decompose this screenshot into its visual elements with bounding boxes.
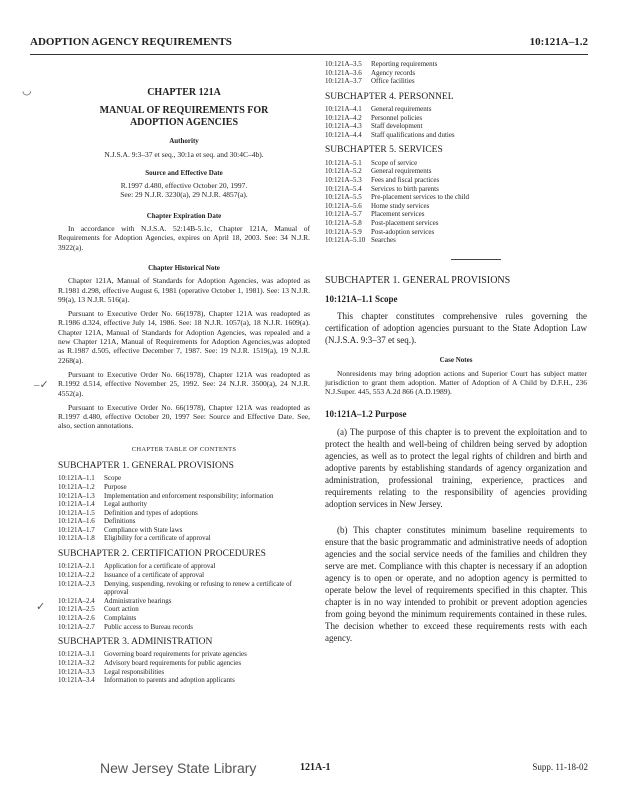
toc-entry-title: Personnel policies [371,113,423,122]
toc-entry-number: 10:121A–2.5 [58,605,95,614]
toc-entry [325,69,587,78]
toc-entry [325,228,587,237]
toc-entry-number: 10:121A–3.3 [58,667,95,676]
right-column [325,60,587,644]
toc-entry-title: General requirements [371,167,432,176]
chapter-title-line2: ADOPTION AGENCIES [129,117,239,129]
scope-paragraph: This chapter constitutes comprehensive rules governing the certification of adoption agencies pursuant to the State Adoption Law (N.J.S.A. 9:3–37 et seq.). [325,311,587,346]
case-notes-heading: Case Notes [439,356,473,365]
history-paragraph: Chapter 121A, Manual of Standards for Adoption Agencies, was adopted as R.1981 d.298, effective August 6, 1981 (operative October 1, 1981). See: 13 N.J.R. 99(a), 13 N.J.R. 516(a). [58,276,310,304]
toc-entry [58,562,310,571]
toc-entry [325,193,587,202]
toc-entry-number: 10:121A–4.1 [325,105,362,114]
toc-entry [325,210,587,219]
chapter-title-line1: MANUAL OF REQUIREMENTS FOR [99,105,269,117]
toc-entry-number: 10:121A–5.3 [325,175,362,184]
toc-entry [325,159,587,168]
toc-list-3 [58,650,310,684]
toc-entry-title: Placement services [371,210,425,219]
toc-entry-title: Administrative hearings [104,596,172,605]
toc-entry [58,659,310,668]
toc-entry-number: 10:121A–1.2 [58,482,95,491]
toc-entry [58,676,310,685]
toc-entry-number: 10:121A–3.1 [58,650,95,659]
toc-entry-title: Governing board requirements for private agencies [104,650,247,659]
toc-entry-number: 10:121A–3.2 [58,659,95,667]
section-divider [451,259,501,260]
toc-subchapter-5: SUBCHAPTER 5. SERVICES [325,145,443,156]
toc-entry [325,114,587,123]
section-heading-purpose: 10:121A–1.2 Purpose [325,409,407,420]
expiration-heading: Chapter Expiration Date [146,211,222,220]
toc-entry-number: 10:121A–1.8 [58,534,95,543]
toc-entry-title: Compliance with State laws [104,525,183,534]
toc-entry [325,236,587,245]
chapter-number: CHAPTER 121A [147,87,221,98]
toc-entry [58,492,310,501]
toc-list-4 [325,105,587,139]
toc-entry-title: Fees and fiscal practices [371,175,440,184]
toc-subchapter-2: SUBCHAPTER 2. CERTIFICATION PROCEDURES [58,549,266,560]
toc-entry-title: Services to birth parents [371,184,439,193]
chapter-title [58,105,310,129]
toc-entry-number: 10:121A–2.1 [58,562,95,571]
check-mark-icon: ✓ [36,601,46,613]
toc-entry [58,650,310,659]
authority-text: N.J.S.A. 9:3–37 et seq., 30:1a et seq. and 30:4C–4b). [104,149,264,159]
toc-entry [58,509,310,518]
toc-entry-number: 10:121A–1.3 [58,491,95,500]
toc-entry-title: Home study services [371,201,430,210]
toc-entry-title: Post-placement services [371,218,439,227]
toc-entry-number: 10:121A–3.5 [325,60,362,68]
toc-entry-number: 10:121A–5.4 [325,184,362,193]
history-paragraph: Pursuant to Executive Order No. 66(1978), Chapter 121A was readopted as R.1986 d.324, effective July 14, 1986. See: 18 N.J.R. 1057(a), 18 N.J.R. 1609(a). Chapter 121A, Manual of Standards for Adoption Agencies, was repealed and a new Chapter 121A, Manual of Requirements for Adoption Agencies,was adopted as R.1987 d.505, effective December 7, 1987. See: 19 N.J.R. 1519(a), 19 N.J.R. 2268(a). [58,309,310,365]
toc-entry-title: Implementation and enforcement responsibility; information [104,491,274,500]
toc-list-1 [58,474,310,543]
toc-entry-number: 10:121A–2.7 [58,622,95,631]
toc-entry-title: Reporting requirements [371,60,438,68]
toc-entry [325,77,587,86]
toc-list-2 [58,562,310,631]
toc-entry-title: Agency records [371,68,416,77]
history-heading: Chapter Historical Note [148,263,220,272]
toc-entry-title: Definition and types of adoptions [104,508,198,517]
toc-entry [325,60,587,69]
case-notes-text: Nonresidents may bring adoption actions and Superior Court has subject matter jurisdiction to grant them adoption. Matter of Adoption of A Child by D.F.H., 236 N.J.Super. 445, 553 A.2d 866 (A.D.1989). [325,368,587,397]
toc-entry-number: 10:121A–1.1 [58,474,95,483]
toc-entry-title: Definitions [104,517,136,526]
purpose-paragraph-a: (a) The purpose of this chapter is to prevent the exploitation and to protect the health and well-being of children being served by adoption agencies, as well as to protect the legal rights of children and birth and adoptive parents by establishing standards of agency organization and administration, professional training, experience, practices and requirements relating to the responsibility of agencies providing adoption services in New Jersey. [325,426,587,509]
toc-entry-number: 10:121A–5.10 [325,236,366,245]
toc-entry [58,605,310,614]
toc-entry-number: 10:121A–5.1 [325,158,362,167]
check-mark-icon: ◡ [22,85,32,97]
running-header [30,36,588,50]
toc-entry-number: 10:121A–5.6 [325,201,362,210]
toc-entry-number: 10:121A–5.5 [325,193,362,202]
toc-entry-number: 10:121A–3.4 [58,676,95,685]
toc-entry [58,614,310,623]
history-paragraph: Pursuant to Executive Order No. 66(1978), Chapter 121A was readopted as R.1992 d.514, effective November 25, 1992. See: 24 N.J.R. 3500(a), 24 N.J.R. 4552(a). [58,369,310,398]
toc-entry-number: 10:121A–1.4 [58,500,95,509]
toc-entry [325,176,587,185]
toc-entry-number: 10:121A–5.9 [325,227,362,236]
toc-entry-title: Pre-placement services to the child [371,193,469,202]
toc-entry-title: Staff qualifications and duties [371,130,455,139]
toc-entry-title: Scope of service [371,158,418,167]
toc-subchapter-1: SUBCHAPTER 1. GENERAL PROVISIONS [58,461,234,472]
left-column [58,60,310,685]
toc-entry-title: Issuance of a certificate of approval [104,570,205,579]
toc-entry-number: 10:121A–5.8 [325,218,362,227]
toc-entry [325,185,587,194]
toc-entry-title: Public access to Bureau records [104,622,194,631]
toc-entry [325,219,587,228]
toc-entry-title: Scope [104,474,122,483]
toc-entry [58,500,310,509]
toc-entry-title: General requirements [371,105,432,114]
toc-entry-title: Denying, suspending, revoking or refusing to renew a certificate of approval [104,579,292,597]
toc-entry-number: 10:121A–3.6 [325,68,362,77]
toc-entry-title: Office facilities [371,77,415,86]
toc-entry-title: Post-adoption services [371,227,435,236]
history-paragraph: Pursuant to Executive Order No. 66(1978), Chapter 121A was readopted as R.1997 d.480, effective October 20, 1997 See: Source and Effective Date. See, also, section annotations. [58,402,310,431]
toc-entry-number: 10:121A–1.6 [58,517,95,526]
toc-entry-title: Information to parents and adoption applicants [104,676,235,685]
toc-entry [58,483,310,492]
toc-entry [58,580,310,597]
toc-entry [325,105,587,114]
toc-entry-title: Searches [371,236,396,245]
purpose-paragraph-b: (b) This chapter constitutes minimum baseline requirements to ensure that the basic programmatic and administrative needs of adoption agencies and the social service needs of the families and children they serve are met. Compliance with this chapter is necessary if an adoption agency is to open or operate, and no adoption agency is permitted to operate below the level of requirements specified in this chapter. This chapter is in no way intended to prohibit or prevent adoption agencies from going beyond the minimum requirements contained in these rules. The decision whether to exceed these requirements rests with each agency. [325,524,587,643]
header-section-number: 10:121A–1.2 [529,36,588,48]
toc-entry-title: Staff development [371,122,423,131]
toc-entry-title: Court action [104,605,139,614]
toc-entry-number: 10:121A–2.6 [58,613,95,622]
toc-entry [58,517,310,526]
toc-entry [325,131,587,140]
toc-heading: CHAPTER TABLE OF CONTENTS [131,445,237,453]
source-line1: R.1997 d.480, effective October 20, 1997. [120,181,248,191]
toc-entry-title: Legal responsibilities [104,667,165,676]
toc-entry-number: 10:121A–2.4 [58,596,95,605]
toc-entry [325,167,587,176]
toc-entry-title: Legal authority [104,500,147,509]
toc-entry-number: 10:121A–2.2 [58,570,95,579]
toc-entry [58,571,310,580]
toc-entry [325,122,587,131]
supplement-date: Supp. 11-18-02 [532,762,588,772]
toc-entry-title: Complaints [104,613,137,622]
toc-entry-number: 10:121A–1.7 [58,525,95,534]
source-line2: See: 29 N.J.R. 3230(a), 29 N.J.R. 4857(a). [120,190,248,200]
toc-entry-title: Application for a certificate of approval [104,562,216,571]
toc-entry [325,202,587,211]
library-stamp: New Jersey State Library [100,760,257,776]
toc-entry [58,526,310,535]
toc-entry-number: 10:121A–5.7 [325,210,362,219]
toc-entry-number: 10:121A–3.7 [325,77,362,86]
toc-entry [58,534,310,543]
toc-entry-title: Advisory board requirements for public agencies [104,659,242,667]
page-footer [0,760,618,784]
page-number: 121A-1 [300,762,331,773]
toc-entry [58,474,310,483]
toc-entry-number: 10:121A–2.3 [58,579,95,588]
toc-entry-title: Purpose [104,482,127,491]
toc-entry [58,623,310,632]
toc-entry-title: Eligibility for a certificate of approval [104,534,211,543]
toc-entry [58,668,310,677]
check-mark-icon: –✓ [34,379,49,391]
source-heading: Source and Effective Date [145,168,223,177]
toc-entry-number: 10:121A–5.2 [325,167,362,176]
toc-subchapter-4: SUBCHAPTER 4. PERSONNEL [325,91,454,102]
toc-entry-number: 10:121A–4.4 [325,130,362,139]
toc-entry-number: 10:121A–4.2 [325,113,362,122]
authority-heading: Authority [169,137,199,146]
toc-entry-number: 10:121A–4.3 [325,122,362,131]
toc-list-5 [325,159,587,245]
toc-list-3-continued [325,60,587,86]
toc-entry-number: 10:121A–1.5 [58,508,95,517]
header-title: ADOPTION AGENCY REQUIREMENTS [30,36,232,48]
subchapter-heading: SUBCHAPTER 1. GENERAL PROVISIONS [325,274,511,286]
header-rule [30,54,588,55]
toc-subchapter-3: SUBCHAPTER 3. ADMINISTRATION [58,637,213,648]
section-heading-scope: 10:121A–1.1 Scope [325,293,398,304]
expiration-text: In accordance with N.J.S.A. 52:14B-5.1c, Chapter 121A, Manual of Requirements for Adoption Agencies, expires on April 18, 2003. See: 34 N.J.R. 3922(a). [58,224,310,252]
toc-entry [58,597,310,606]
